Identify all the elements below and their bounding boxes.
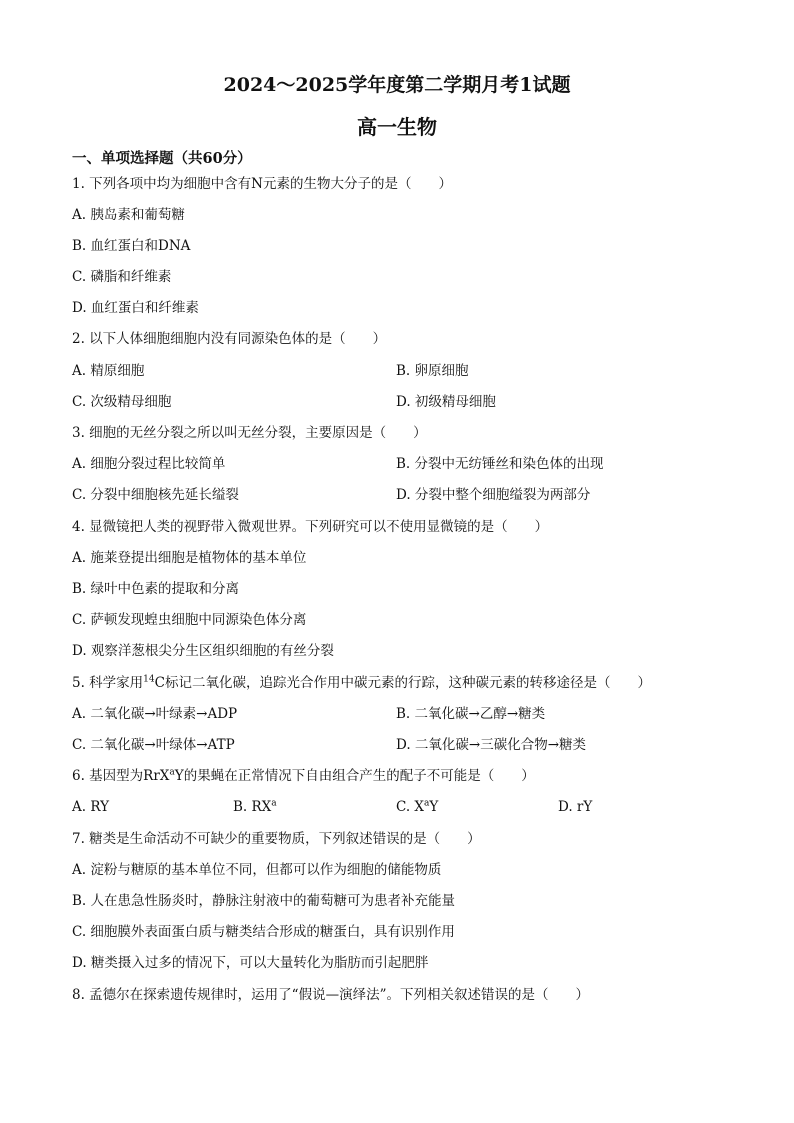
question-5-option-b: B. 二氧化碳→乙醇→糖类 <box>396 706 546 722</box>
question-3-stem: 3. 细胞的无丝分裂之所以叫无丝分裂，主要原因是（ ） <box>72 425 427 441</box>
question-2-stem: 2. 以下人体细胞细胞内没有同源染色体的是（ ） <box>72 331 387 347</box>
question-4-option-a: A. 施莱登提出细胞是植物体的基本单位 <box>72 550 307 566</box>
question-7-option-a: A. 淀粉与糖原的基本单位不同，但都可以作为细胞的储能物质 <box>72 862 442 878</box>
question-3-option-c: C. 分裂中细胞核先延长缢裂 <box>72 487 239 503</box>
question-2-option-b: B. 卵原细胞 <box>396 363 469 379</box>
question-5-option-a: A. 二氧化碳→叶绿素→ADP <box>72 706 238 722</box>
question-4-option-c: C. 萨顿发现蝗虫细胞中同源染色体分离 <box>72 612 307 628</box>
question-2-option-d: D. 初级精母细胞 <box>396 394 496 410</box>
question-7-option-d: D. 糖类摄入过多的情况下，可以大量转化为脂肪而引起肥胖 <box>72 955 429 971</box>
exam-subject: 高一生物 <box>357 115 437 139</box>
question-6-option-c-suffix: Y <box>429 799 439 815</box>
question-1-option-b: B. 血红蛋白和DNA <box>72 238 191 254</box>
question-6-stem-prefix: 6. 基因型为RrX <box>72 768 170 784</box>
question-1-option-a: A. 胰岛素和葡萄糖 <box>72 207 185 223</box>
question-5-option-d: D. 二氧化碳→三碳化合物→糖类 <box>396 737 587 753</box>
question-5-option-c: C. 二氧化碳→叶绿体→ATP <box>72 737 235 753</box>
allele-superscript: a <box>271 798 277 809</box>
section-heading: 一、单项选择题（共60分） <box>72 150 252 167</box>
allele-superscript: a <box>169 767 175 778</box>
question-6-option-c-text: C. X <box>396 799 425 815</box>
question-3-option-a: A. 细胞分裂过程比较简单 <box>72 456 226 472</box>
question-4-stem: 4. 显微镜把人类的视野带入微观世界。下列研究可以不使用显微镜的是（ ） <box>72 519 549 535</box>
question-7-option-c: C. 细胞膜外表面蛋白质与糖类结合形成的糖蛋白，具有识别作用 <box>72 924 455 940</box>
question-4-option-b: B. 绿叶中色素的提取和分离 <box>72 581 240 597</box>
question-5-stem-suffix: C标记二氧化碳，追踪光合作用中碳元素的行踪，这种碳元素的转移途径是（ ） <box>154 675 651 691</box>
question-4-option-d: D. 观察洋葱根尖分生区组织细胞的有丝分裂 <box>72 643 334 659</box>
allele-superscript: a <box>424 798 430 809</box>
isotope-superscript: 14 <box>143 674 155 685</box>
question-2-option-c: C. 次级精母细胞 <box>72 394 172 410</box>
question-3-option-d: D. 分裂中整个细胞缢裂为两部分 <box>396 487 591 503</box>
question-5-stem-prefix: 5. 科学家用 <box>72 675 144 691</box>
exam-title: 2024～2025学年度第二学期月考1试题 <box>223 74 571 96</box>
question-2-option-a: A. 精原细胞 <box>72 363 145 379</box>
question-5-stem <box>72 674 651 692</box>
question-6-stem <box>72 767 535 785</box>
question-1-option-c: C. 磷脂和纤维素 <box>72 269 172 285</box>
question-6-option-b-text: B. RX <box>233 799 272 815</box>
question-6-option-a: A. RY <box>72 799 109 815</box>
question-1-option-d: D. 血红蛋白和纤维素 <box>72 300 199 316</box>
question-6-option-b <box>233 798 277 816</box>
question-6-option-c <box>396 798 438 816</box>
question-7-stem: 7. 糖类是生命活动不可缺少的重要物质，下列叙述错误的是（ ） <box>72 831 481 847</box>
question-3-option-b: B. 分裂中无纺锤丝和染色体的出现 <box>396 456 604 472</box>
question-6-stem-suffix: Y的果蝇在正常情况下自由组合产生的配子不可能是（ ） <box>174 768 535 784</box>
question-6-option-d: D. rY <box>558 799 593 815</box>
question-7-option-b: B. 人在患急性肠炎时，静脉注射液中的葡萄糖可为患者补充能量 <box>72 893 456 909</box>
question-8-stem: 8. 孟德尔在探索遗传规律时，运用了“假说—演绎法”。下列相关叙述错误的是（ ） <box>72 987 589 1003</box>
question-1-stem: 1. 下列各项中均为细胞中含有N元素的生物大分子的是（ ） <box>72 176 452 192</box>
